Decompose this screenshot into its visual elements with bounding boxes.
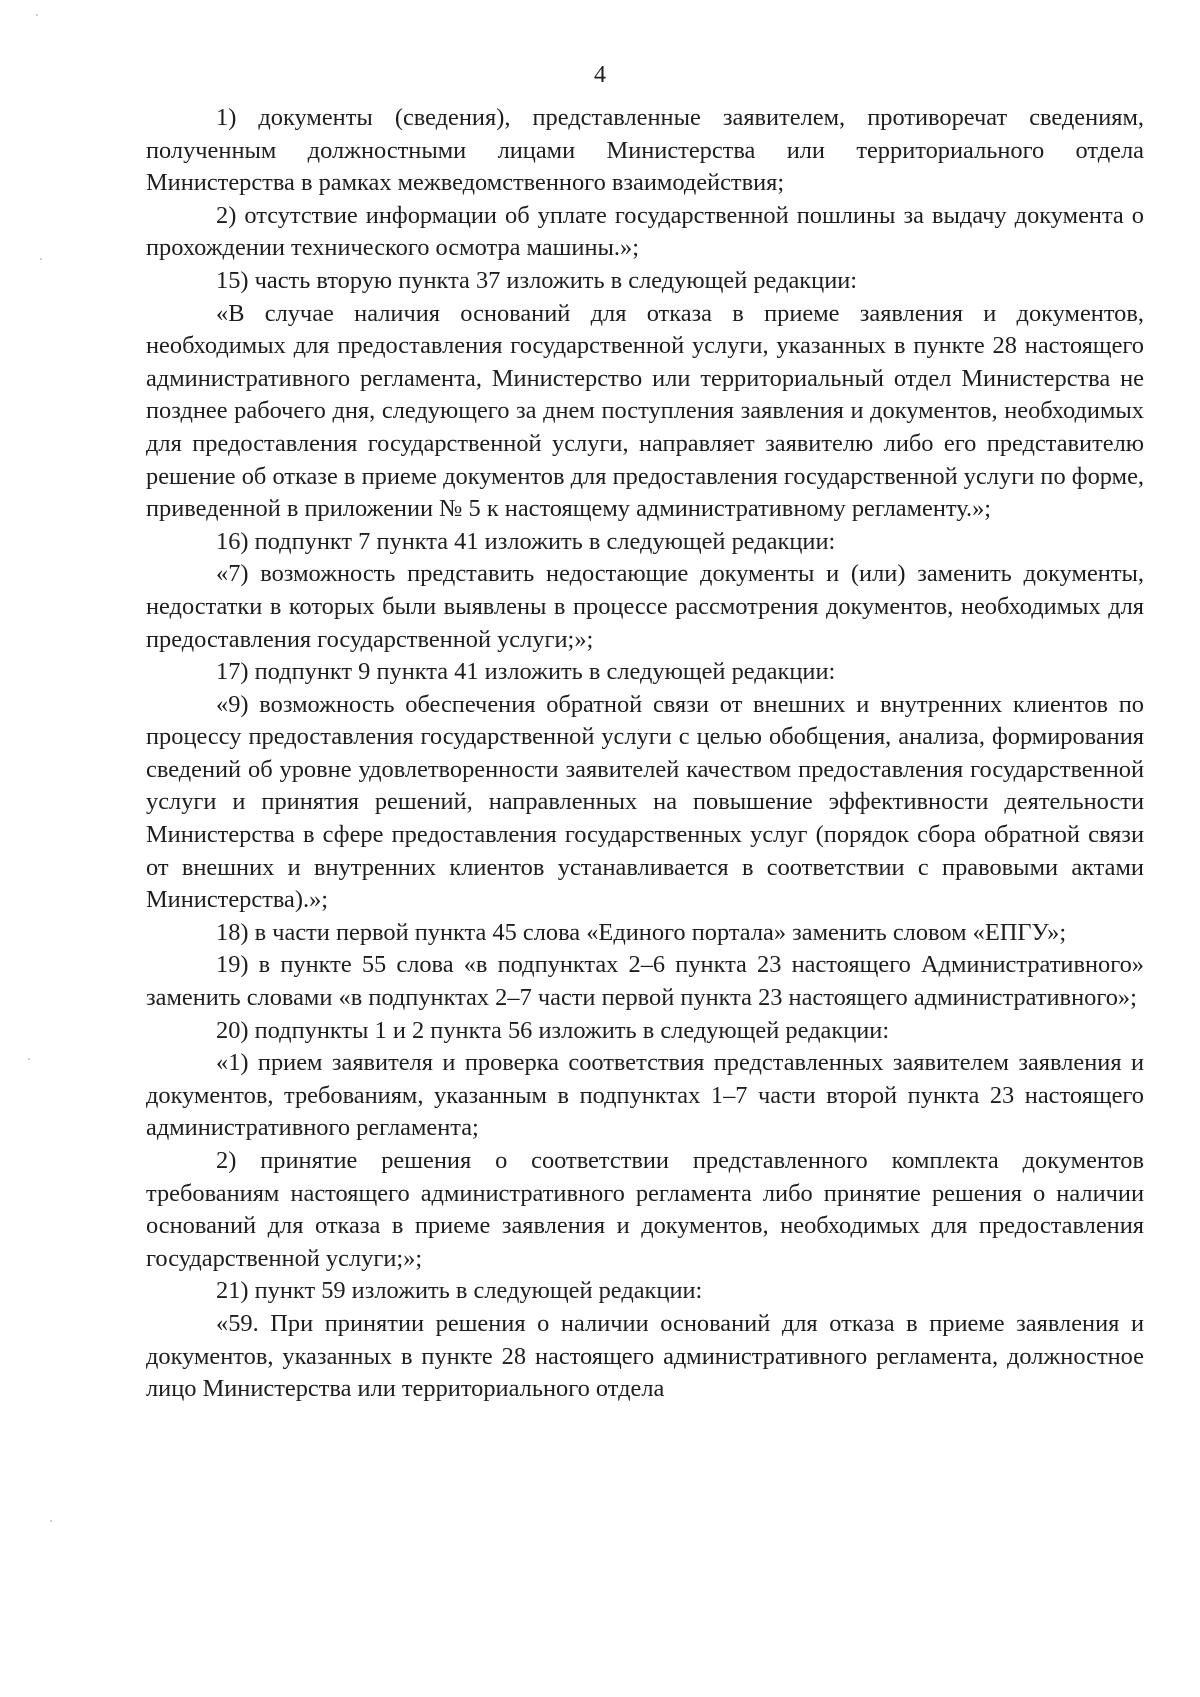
paragraph-item-19: 19) в пункте 55 слова «в подпунктах 2–6 пункта 23 настоящего Административного» заменить словами «в подпунктах 2–7 части первой пункта 23 настоящего административного»; <box>146 951 1144 1012</box>
paragraph-quote-59: «59. При принятии решения о наличии оснований для отказа в приеме заявления и документов, указанных в пункте 28 настоящего административного регламента, должностное лицо Министерства или территориального отдела <box>146 1309 1144 1403</box>
scan-speck <box>36 14 38 16</box>
paragraph-item-18: 18) в части первой пункта 45 слова «Единого портала» заменить словом «ЕПГУ»; <box>216 918 1067 946</box>
paragraph-item-1: 1) документы (сведения), представленные заявителем, противоречат сведениям, полученным должностными лицами Министерства или территориального отдела Министерства в рамках межведомственного взаимодействия; <box>146 104 1144 197</box>
scan-speck <box>50 1520 52 1522</box>
paragraph-quote-37: «В случае наличия оснований для отказа в приеме заявления и документов, необходимых для предоставления государственной услуги, указанных в пункте 28 настоящего административного регламента, Министерство или территориальный отдел Министерства не позднее рабочего дня, следующего за днем поступления заявления и документов, необходимых для предоставления государственной услуги, направляет заявителю либо его представителю решение об отказе в приеме документов для предоставления государственной услуги по форме, приведенной в приложении № 5 к настоящему административному регламенту.»; <box>146 299 1144 523</box>
paragraph-quote-56-1: «1) прием заявителя и проверка соответствия представленных заявителем заявления и документов, требованиям, указанным в подпунктах 1–7 части второй пункта 23 настоящего административного регламента; <box>146 1049 1144 1142</box>
paragraph-quote-41-7: «7) возможность представить недостающие документы и (или) заменить документы, недостатки в которых были выявлены в процессе рассмотрения документов, необходимых для предоставления государственной услуги;»; <box>146 560 1144 653</box>
paragraph-item-16: 16) подпункт 7 пункта 41 изложить в следующей редакции: <box>216 527 836 555</box>
scan-speck <box>28 1058 30 1060</box>
paragraph-item-15: 15) часть вторую пункта 37 изложить в следующей редакции: <box>216 266 858 294</box>
paragraph-quote-41-9: «9) возможность обеспечения обратной связи от внешних и внутренних клиентов по процессу предоставления государственной услуги с целью обобщения, анализа, формирования сведений об уровне удовлетворенности заявителей качеством предоставления государственной услуги и принятия решений, направленных на повышение эффективности деятельности Министерства в сфере предоставления государственных услуг (порядок сбора обратной связи от внешних и внутренних клиентов устанавливается в соответствии с правовыми актами Министерства).»; <box>146 690 1144 914</box>
scan-speck <box>40 258 42 260</box>
paragraph-quote-56-2: 2) принятие решения о соответствии представленного комплекта документов требованиям настоящего административного регламента либо принятие решения о наличии оснований для отказа в приеме заявления и документов, необходимых для предоставления государственной услуги;»; <box>146 1147 1144 1272</box>
paragraph-item-17: 17) подпункт 9 пункта 41 изложить в следующей редакции: <box>216 658 836 686</box>
page-number: 4 <box>594 62 606 88</box>
document-body <box>146 102 1144 1406</box>
paragraph-item-21: 21) пункт 59 изложить в следующей редакции: <box>216 1277 703 1305</box>
paragraph-item-20: 20) подпункты 1 и 2 пункта 56 изложить в следующей редакции: <box>216 1016 890 1044</box>
paragraph-item-2: 2) отсутствие информации об уплате государственной пошлины за выдачу документа о прохождении технического осмотра машины.»; <box>146 201 1144 262</box>
